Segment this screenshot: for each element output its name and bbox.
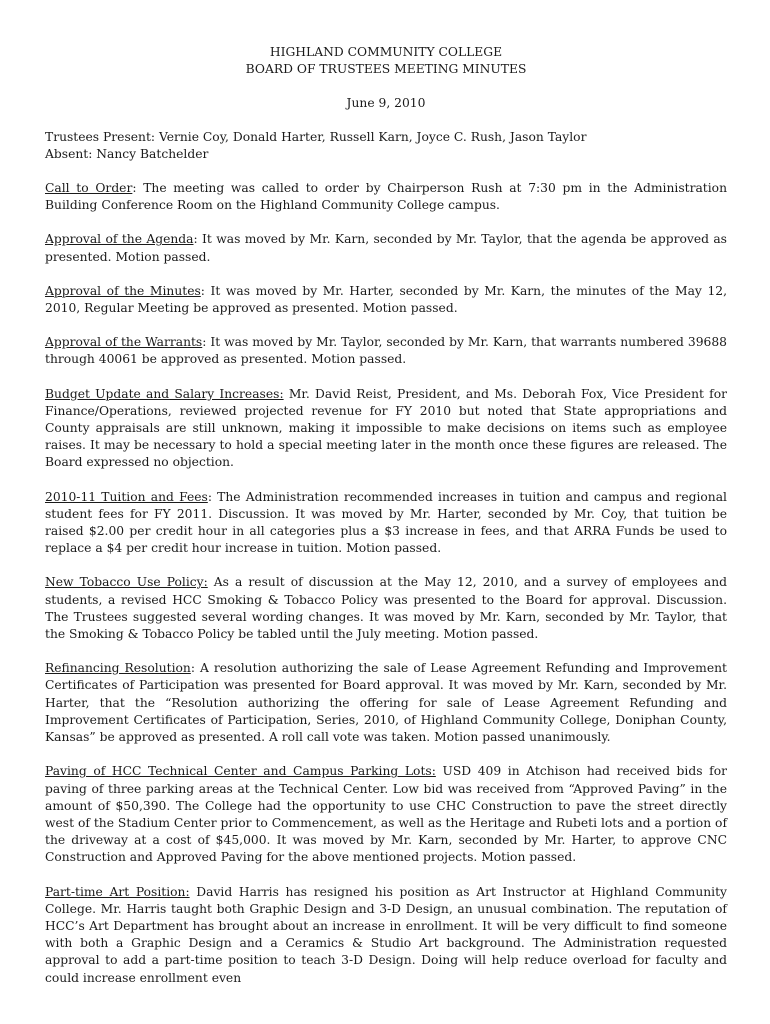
trustees-present: Trustees Present: Vernie Coy, Donald Harter, Russell Karn, Joyce C. Rush, Jason Taylor [45,129,587,144]
section-separator: : [132,181,144,196]
section-text: Mr. David Reist, President, and Ms. Deborah Fox, Vice President for Finance/Operations, reviewed projected revenue for FY 2010 but noted that State appropriations and County appraisals are still unknown, making it impossible to make decisions on items such as employee raises. It may be necessary to hold a special meeting later in the month once these figures are released. The Board expressed no objection. [45,386,727,470]
section-paving [45,763,727,866]
section-heading: Budget Update and Salary Increases: [45,386,284,401]
section-heading: Part-time Art Position: [45,884,190,899]
document-title: BOARD OF TRUSTEES MEETING MINUTES [245,62,527,77]
section-heading: Paving of HCC Technical Center and Campus Parking Lots: [45,764,436,779]
section-tobacco-policy [45,574,727,643]
section-call-to-order [45,180,727,214]
college-name: HIGHLAND COMMUNITY COLLEGE [269,45,503,59]
section-heading: Approval of the Warrants [45,335,203,350]
section-text: The Administration recommended increases in tuition and campus and regional student fees for FY 2011. Discussion. It was moved by Mr. Harter, seconded by Mr. Coy, that tuition be raised $2.00 per credit hour in all categories plus a $3 increase in fees, and that ARRA Funds be used to replace a $4 per credit hour increase in tuition. Motion passed. [45,489,727,556]
section-approval-minutes [45,283,727,317]
section-text: David Harris has resigned his position as Art Instructor at Highland Community College. Mr. Harris taught both Graphic Design and 3-D Design, an unusual combination. The reputation of HCC’s Art Department has brought about an increase in enrollment. It will be very difficult to find someone with both a Graphic Design and a Ceramics & Studio Art background. The Administration requested approval to add a part-time position to teach 3-D Design. Doing will help reduce overload for faculty and could increase enrollment even [45,884,728,985]
section-heading: New Tobacco Use Policy: [45,575,208,590]
section-text: It was moved by Mr. Karn, seconded by Mr. Taylor, that the agenda be approved as presented. Motion passed. [45,232,727,264]
section-text: USD 409 in Atchison had received bids for paving of three parking areas at the Technical Center. Low bid was received from “Approved Paving” in the amount of $50,390. The College had the opportunity to use CHC Construction to pave the street directly west of the Stadium Center prior to Commencement, as well as the Heritage and Rubeti lots and a portion of the driveway at a cost of $45,000. It was moved by Mr. Karn, seconded by Mr. Harter, to approve CNC Construction and Approved Paving for the above mentioned projects. Motion passed. [45,764,727,865]
section-text: As a result of discussion at the May 12, 2010, and a survey of employees and students, a revised HCC Smoking & Tobacco Policy was presented to the Board for approval. Discussion. The Trustees suggested several wording changes. It was moved by Mr. Karn, seconded by Mr. Taylor, that the Smoking & Tobacco Policy be tabled until the July meeting. Motion passed. [45,575,727,642]
section-separator: : [202,335,211,350]
meeting-date: June 9, 2010 [346,96,426,111]
section-heading: 2010-11 Tuition and Fees [45,489,208,504]
section-heading: Call to Order [45,181,133,196]
section-tuition-fees [45,489,727,558]
section-heading: Refinancing Resolution [45,661,191,676]
section-separator: : [190,661,200,676]
section-text: The meeting was called to order by Chairperson Rush at 7:30 pm in the Administration Building Conference Room on the Highland Community College campus. [45,181,727,213]
section-budget-update [45,386,727,472]
section-heading: Approval of the Minutes [45,283,201,298]
section-art-position [45,884,727,987]
section-text: It was moved by Mr. Taylor, seconded by Mr. Karn, that warrants numbered 39688 through 40061 be approved as presented. Motion passed. [45,335,727,367]
section-approval-agenda [45,231,727,265]
section-approval-warrants [45,334,727,368]
section-separator: : [207,489,218,504]
attendance-block [45,129,727,163]
section-refinancing-resolution [45,660,727,746]
section-text: It was moved by Mr. Harter, seconded by Mr. Karn, the minutes of the May 12, 2010, Regular Meeting be approved as presented. Motion passed. [45,283,727,316]
minutes-page [45,44,727,1004]
section-separator: : [193,232,203,247]
section-text: A resolution authorizing the sale of Lease Agreement Refunding and Improvement Certificates of Participation was presented for Board approval. It was moved by Mr. Karn, seconded by Mr. Harter, that the “Resolution authorizing the offering for sale of Lease Agreement Refunding and Improvement Certificates of Participation, Series, 2010, of Highland Community College, Doniphan County, Kansas” be approved as presented. A roll call vote was taken. Motion passed unanimously. [45,661,727,745]
trustees-absent: Absent: Nancy Batchelder [45,146,209,161]
section-heading: Approval of the Agenda [45,232,194,247]
section-separator: : [200,283,211,298]
